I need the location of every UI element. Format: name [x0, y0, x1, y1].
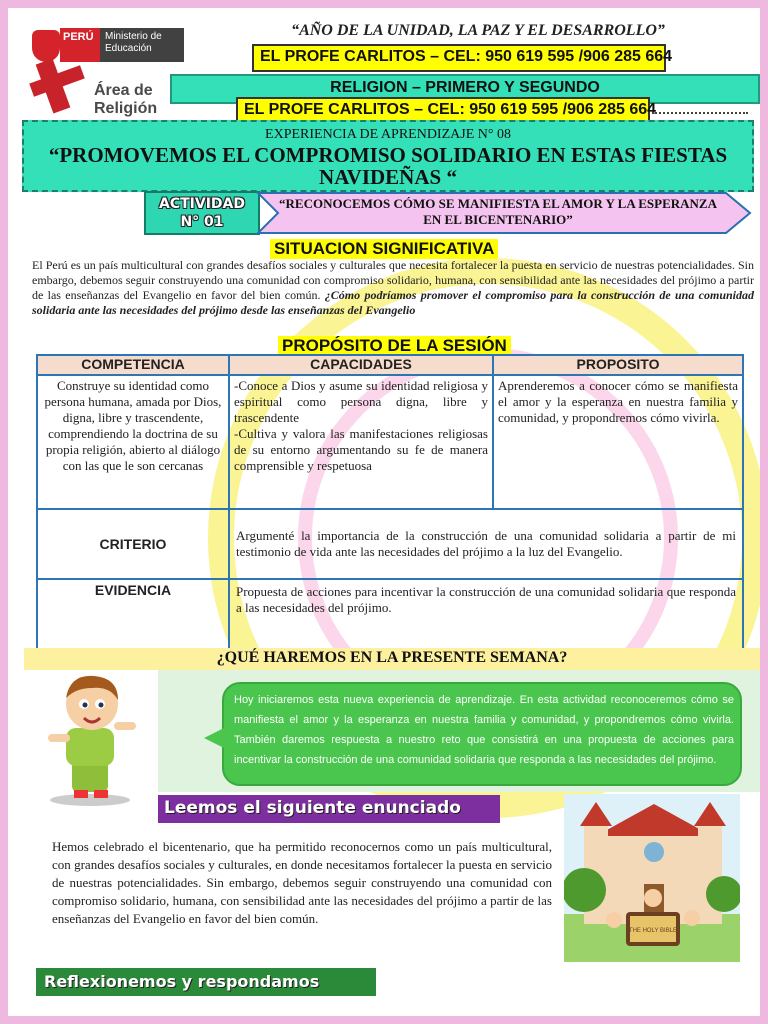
document-page	[8, 8, 760, 1016]
experience-number: EXPERIENCIA DE APRENDIZAJE N° 08	[265, 127, 511, 142]
table-row	[37, 509, 743, 579]
situation-body: El Perú es un país multicultural con grandes desafíos sociales y culturales que necesita fortalecer la puesta en servicio de nuestras potencialidades. Sin embargo, debemos seguir construyendo una comunidad con compromiso solidario, humana, con sensibilidad ante las necesidades del prójimo a partir de las enseñanzas del Evangelio en favor del bien común.	[32, 258, 754, 302]
competencia-cell: Construye su identidad como persona humana, amada por Dios, digna, libre y trascendente, comprendiendo la doctrina de su propia religión, abierto al diálogo con las que le son cercanas	[37, 375, 229, 509]
reflect-heading: Reflexionemos y respondamos	[36, 968, 376, 996]
purpose-table	[36, 354, 744, 650]
situation-text	[32, 258, 754, 318]
logo-peru: PERÚ	[60, 28, 100, 62]
read-heading: Leemos el siguiente enunciado	[158, 795, 500, 823]
dotted-line	[652, 106, 748, 114]
activity-badge	[144, 191, 260, 235]
contact-banner-1: EL PROFE CARLITOS – CEL: 950 619 595 /906 285 664	[252, 44, 666, 72]
activity-title: “RECONOCEMOS CÓMO SE MANIFIESTA EL AMOR Y LA ESPERANZA EN EL BICENTENARIO”	[279, 196, 717, 227]
criterio-cell: Argumenté la importancia de la construcción de una comunidad solidaria a partir de mi testimonio de vida ante las necesidades del prójimo a la luz del Evangelio.	[229, 509, 743, 579]
year-motto: “AÑO DE LA UNIDAD, LA PAZ Y EL DESARROLLO”	[291, 22, 665, 39]
experience-title: “PROMOVEMOS EL COMPROMISO SOLIDARIO EN ESTAS FIESTAS NAVIDEÑAS “	[48, 143, 728, 189]
header-competencia: COMPETENCIA	[37, 355, 229, 375]
evidencia-cell: Propuesta de acciones para incentivar la construcción de una comunidad solidaria que responda a las necesidades del prójimo.	[229, 579, 743, 649]
table-row	[37, 375, 743, 509]
speech-bubble-text: Hoy iniciaremos esta nueva experiencia de aprendizaje. En esta actividad reconoceremos cómo se manifiesta el amor y la esperanza en nuestra familia y comunidad, y propondremos cómo vivirla. También daremos respuesta a nuestro reto que consistirá en una propuesta de acciones para incentivar la construcción de una comunidad solidaria que responda a las necesidades del prójimo.	[234, 694, 734, 766]
proposito-cell: Aprenderemos a conocer cómo se manifiesta el amor y la esperanza en nuestra familia y comunidad, y propondremos cómo vivirla.	[493, 375, 743, 509]
table-header-row	[37, 355, 743, 375]
capacidad-1: -Conoce a Dios y asume su identidad religiosa y espiritual como persona digna, libre y trascendente	[234, 378, 488, 425]
peru-shield-icon	[32, 30, 60, 62]
week-heading: ¿QUÉ HAREMOS EN LA PRESENTE SEMANA?	[24, 648, 760, 670]
church-illustration	[564, 794, 740, 962]
religion-band: RELIGION – PRIMERO Y SEGUNDO	[170, 74, 760, 104]
capacidades-cell	[229, 375, 493, 509]
bible-label: THE HOLY BIBLE	[628, 928, 678, 934]
reading-text: Hemos celebrado el bicentenario, que ha permitido reconocernos como un país multicultural, con grandes desafíos sociales y culturales, en donde necesitamos fortalecer la puesta en servicio de nuestras potencialidades. Sin embargo, debemos seguir construyendo una comunidad con compromiso solidario, humana, con sensibilidad ante las necesidades del prójimo a partir de las enseñanzas del Evangelio en favor del bien común.	[52, 839, 552, 926]
area-label: Área de Religión	[94, 82, 158, 117]
experience-banner	[22, 120, 754, 192]
speech-bubble-tail	[204, 728, 224, 748]
criterio-label: CRITERIO	[37, 509, 229, 579]
situation-heading: SITUACION SIGNIFICATIVA	[270, 239, 498, 259]
logo-ministry: Ministerio de Educación	[100, 28, 184, 62]
header-proposito: PROPOSITO	[493, 355, 743, 375]
situation-question: ¿Cómo podríamos promover el compromiso para la construcción de una comunidad solidaria ante las necesidades del prójimo desde las enseñanzas del Evangelio	[32, 288, 755, 317]
purpose-heading: PROPÓSITO DE LA SESIÓN	[278, 336, 511, 356]
header-capacidades: CAPACIDADES	[229, 355, 493, 375]
capacidad-2: -Cultiva y valora las manifestaciones religiosas de su entorno argumentando su fe de manera comprensible y respetuosa	[234, 426, 488, 473]
activity-number: N° 01	[180, 214, 224, 230]
table-row	[37, 579, 743, 649]
boy-illustration	[30, 668, 150, 808]
activity-label: ACTIVIDAD	[159, 196, 245, 212]
evidencia-label: EVIDENCIA	[37, 579, 229, 649]
contact-banner-2: EL PROFE CARLITOS – CEL: 950 619 595 /906 285 664	[236, 97, 650, 125]
